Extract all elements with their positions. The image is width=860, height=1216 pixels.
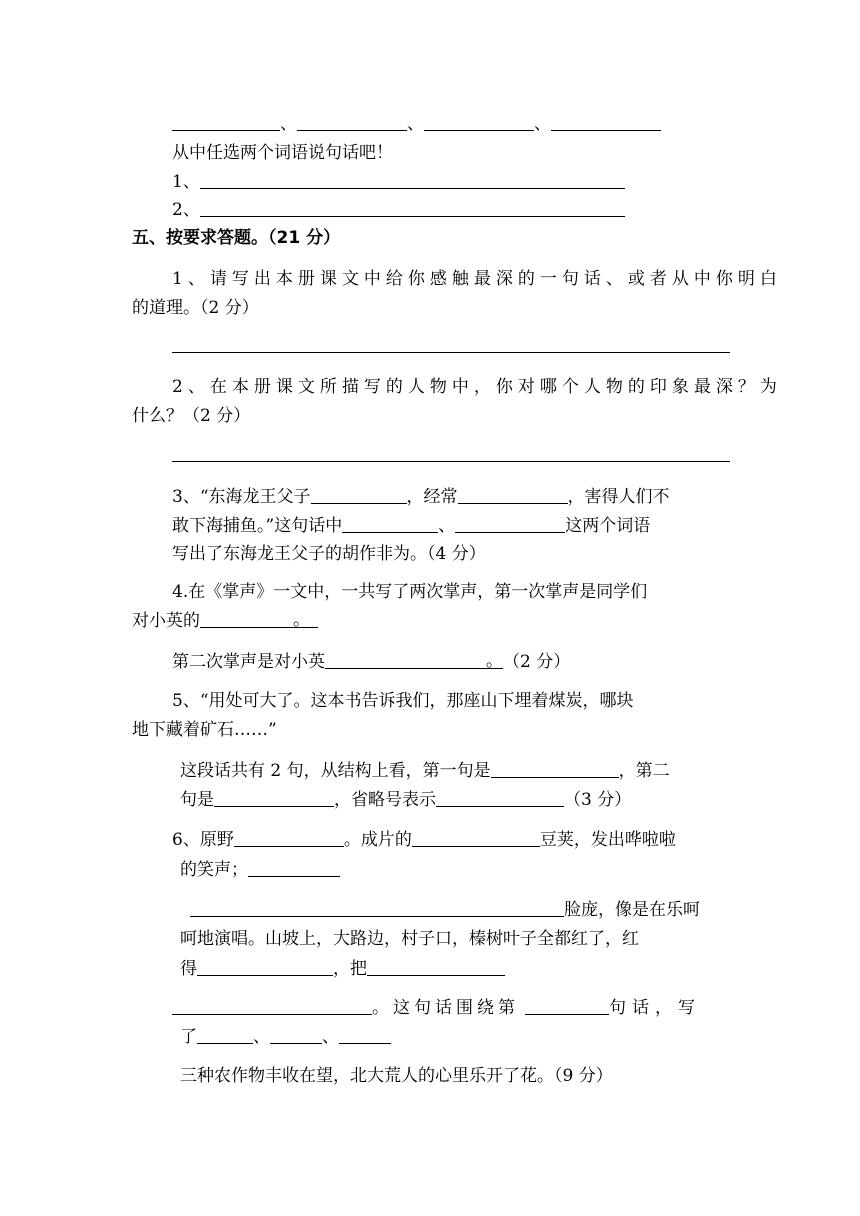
q1-answer-line[interactable]: [172, 352, 730, 353]
q6-blank-8[interactable]: [525, 996, 609, 1015]
q6-blank-3[interactable]: [248, 858, 340, 877]
q4-blank-2[interactable]: 。: [325, 650, 503, 669]
q3-line-2: 敢下海捕鱼。”这句话中 、 这两个词语: [172, 516, 651, 536]
q4-line-3: 第二次掌声是对小英 。 （2 分）: [172, 651, 571, 672]
word-blanks-row: 、 、 、: [172, 112, 661, 135]
q6-line-5: 得 ，把: [180, 957, 505, 980]
q5-blank-3[interactable]: [436, 788, 564, 807]
q2-line-2: 什么？（2 分）: [132, 406, 251, 426]
q5-line-4: 句是 ，省略号表示 （3 分）: [180, 790, 632, 810]
q3-line-1: 3、“东海龙王父子 ，经常 ，害得人们不: [172, 487, 670, 507]
q2-line-1: 2、在本册课文所描写的人物中，你对哪个人物的印象最深？为: [172, 377, 782, 397]
q6-line-6: 。这句话围绕第 句话，写: [172, 996, 701, 1019]
sentence-item-1: 1、: [172, 170, 625, 193]
q6-line-2: 的笑声；: [180, 858, 340, 881]
q3-blank-4[interactable]: [455, 514, 565, 533]
q2-answer-line[interactable]: [172, 461, 730, 462]
q6-blank-6[interactable]: [367, 957, 505, 976]
q6-line-7: 了 、 、: [180, 1025, 391, 1048]
q5-blank-1[interactable]: [491, 759, 619, 778]
q6-blank-10[interactable]: [270, 1025, 322, 1044]
q1-line-1: 1、请写出本册课文中给你感触最深的一句话、或者从中你明白: [172, 269, 782, 289]
q3-blank-3[interactable]: [342, 514, 438, 533]
q6-blank-4[interactable]: [190, 898, 564, 917]
q6-blank-9[interactable]: [197, 1025, 253, 1044]
q6-blank-1[interactable]: [234, 828, 344, 847]
q5-line-3: 这段话共有 2 句，从结构上看，第一句是 ，第二: [180, 761, 670, 781]
q4-line-1: 4.在《掌声》一文中，一共写了两次掌声，第一次掌声是同学们: [172, 582, 648, 602]
q5-line-2: 地下藏着矿石……”: [132, 720, 277, 740]
q1-line-2: 的道理。（2 分）: [132, 298, 259, 318]
word-blank-1[interactable]: [172, 112, 280, 131]
q3-blank-1[interactable]: [311, 485, 407, 504]
q4-blank-1[interactable]: 。: [200, 609, 318, 628]
q6-blank-11[interactable]: [339, 1025, 391, 1044]
q3-line-3: 写出了东海龙王父子的胡作非为。（4 分）: [172, 544, 486, 564]
q6-blank-2[interactable]: [412, 828, 540, 847]
q4-line-2: 对小英的 。: [132, 609, 318, 632]
section-heading: 五、按要求答题。（21 分）: [132, 228, 341, 248]
sentence-item-2: 2、: [172, 198, 625, 221]
q6-line-8: 三种农作物丰收在望，北大荒人的心里乐开了花。（9 分）: [180, 1066, 613, 1086]
q6-blank-5[interactable]: [197, 957, 333, 976]
q6-line-3: 脸庞，像是在乐呵: [190, 898, 700, 921]
sentence-blank-1[interactable]: [200, 170, 625, 189]
word-blank-3[interactable]: [424, 112, 534, 131]
q3-blank-2[interactable]: [458, 485, 568, 504]
sentence-blank-2[interactable]: [200, 198, 625, 217]
q5-line-1: 5、“用处可大了。这本书告诉我们，那座山下埋着煤炭，哪块: [172, 691, 634, 711]
q5-blank-2[interactable]: [214, 788, 334, 807]
word-blank-4[interactable]: [551, 112, 661, 131]
sentence-prompt: 从中任选两个词语说句话吧！: [172, 143, 393, 163]
q6-blank-7[interactable]: [172, 996, 372, 1015]
q6-line-1: 6、原野 。成片的 豆荚，发出哗啦啦: [172, 830, 676, 850]
q6-line-4: 呵地演唱。山坡上，大路边，村子口，榛树叶子全都红了，红: [180, 929, 639, 949]
word-blank-2[interactable]: [297, 112, 407, 131]
